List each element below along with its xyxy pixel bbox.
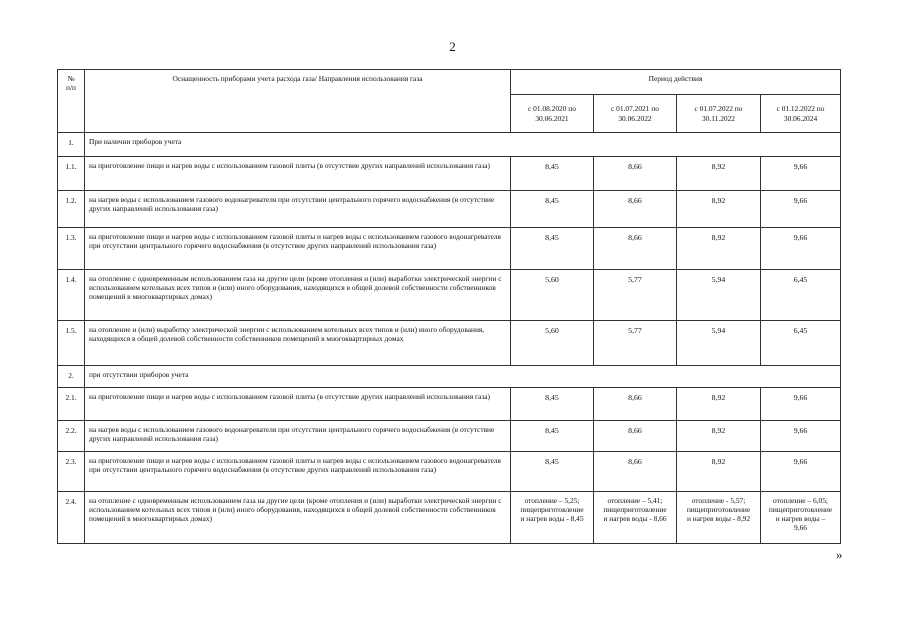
row-number: 1. xyxy=(58,133,85,157)
row-value-period-3: 8,92 xyxy=(677,157,761,191)
header-period-3: с 01.07.2022 по 30.11.2022 xyxy=(677,95,761,133)
table-row xyxy=(58,191,841,228)
row-value-period-2: 5,77 xyxy=(594,321,677,366)
row-value-period-2: 8,66 xyxy=(594,228,677,270)
header-description: Оснащенность приборами учета расхода газа/ Направления использования газа xyxy=(85,70,511,133)
row-value-period-3: 5,94 xyxy=(677,270,761,321)
row-value-period-1: 5,60 xyxy=(511,321,594,366)
row-value-period-4: 6,45 xyxy=(761,270,841,321)
table-row xyxy=(58,452,841,492)
gas-tariff-table xyxy=(57,69,841,544)
row-number: 1.2. xyxy=(58,191,85,228)
row-number: 1.5. xyxy=(58,321,85,366)
row-description: на отопление с одновременным использованием газа на другие цели (кроме отопления и (или) выработки электрической энергии с использованием котельных всех типов и (или) иного оборудования, находящихся в общей долевой собственности собственников помещений в многоквартирных домах) xyxy=(85,492,511,544)
row-value-period-2: 5,77 xyxy=(594,270,677,321)
header-period-2: с 01.07.2021 по 30.06.2022 xyxy=(594,95,677,133)
section-title: при отсутствии приборов учета xyxy=(85,366,841,388)
row-value-period-4: 9,66 xyxy=(761,157,841,191)
row-value-period-3: 8,92 xyxy=(677,388,761,421)
row-value-period-1: 5,60 xyxy=(511,270,594,321)
row-value-period-2: 8,66 xyxy=(594,452,677,492)
row-value-period-1: 8,45 xyxy=(511,157,594,191)
row-number: 1.3. xyxy=(58,228,85,270)
row-number: 1.1. xyxy=(58,157,85,191)
row-value-period-1: 8,45 xyxy=(511,191,594,228)
table-row xyxy=(58,492,841,544)
header-row-number: № п/п xyxy=(58,70,85,133)
row-note-period-2: отопление – 5,41; пищеприготовление и нагрев воды - 8,66 xyxy=(594,492,677,544)
row-value-period-2: 8,66 xyxy=(594,388,677,421)
row-value-period-3: 8,92 xyxy=(677,421,761,452)
row-value-period-3: 8,92 xyxy=(677,452,761,492)
header-period-4: с 01.12.2022 по 30.06.2024 xyxy=(761,95,841,133)
section-title: При наличии приборов учета xyxy=(85,133,841,157)
row-value-period-1: 8,45 xyxy=(511,421,594,452)
row-number: 2.1. xyxy=(58,388,85,421)
header-period: Период действия xyxy=(511,70,841,95)
row-note-period-3: отопление - 5,57; пищеприготовление и нагрев воды - 8,92 xyxy=(677,492,761,544)
row-value-period-1: 8,45 xyxy=(511,388,594,421)
row-value-period-4: 9,66 xyxy=(761,388,841,421)
row-description: на приготовление пищи и нагрев воды с использованием газовой плиты (в отсутствие других направлений использования газа) xyxy=(85,157,511,191)
table-row xyxy=(58,388,841,421)
row-value-period-2: 8,66 xyxy=(594,157,677,191)
row-description: на нагрев воды с использованием газового водонагревателя при отсутствии центрального горячего водоснабжения (в отсутствие других направлений использования газа) xyxy=(85,421,511,452)
row-value-period-4: 9,66 xyxy=(761,452,841,492)
table-row xyxy=(58,270,841,321)
row-value-period-3: 8,92 xyxy=(677,191,761,228)
row-value-period-3: 5,94 xyxy=(677,321,761,366)
row-description: на отопление и (или) выработку электрической энергии с использованием котельных всех типов и (или) иного оборудования, находящихся в общей долевой собственности собственников помещений в многоквартирных домах xyxy=(85,321,511,366)
row-value-period-3: 8,92 xyxy=(677,228,761,270)
row-value-period-4: 9,66 xyxy=(761,191,841,228)
row-description: на нагрев воды с использованием газового водонагревателя при отсутствии центрального горячего водоснабжения (в отсутствие других направлений использования газа) xyxy=(85,191,511,228)
row-note-period-1: отопление – 5,25; пищеприготовление и нагрев воды - 8,45 xyxy=(511,492,594,544)
row-number: 2. xyxy=(58,366,85,388)
row-number: 2.2. xyxy=(58,421,85,452)
row-value-period-4: 9,66 xyxy=(761,228,841,270)
row-value-period-4: 9,66 xyxy=(761,421,841,452)
row-value-period-1: 8,45 xyxy=(511,228,594,270)
row-description: на отопление с одновременным использованием газа на другие цели (кроме отопления и (или) выработки электрической энергии с использованием котельных всех типов и (или) иного оборудования, находящихся в общей долевой собственности собственников помещений в многоквартирных домах) xyxy=(85,270,511,321)
row-description: на приготовление пищи и нагрев воды с использованием газовой плиты (в отсутствие других направлений использования газа) xyxy=(85,388,511,421)
header-period-1: с 01.08.2020 по 30.06.2021 xyxy=(511,95,594,133)
row-number: 2.3. xyxy=(58,452,85,492)
row-value-period-2: 8,66 xyxy=(594,421,677,452)
table-row xyxy=(58,421,841,452)
table-row xyxy=(58,228,841,270)
table-row xyxy=(58,321,841,366)
table-row xyxy=(58,157,841,191)
row-note-period-4: отопление – 6,05; пищеприготовление и нагрев воды – 9,66 xyxy=(761,492,841,544)
row-description: на приготовление пищи и нагрев воды с использованием газовой плиты и нагрев воды с использованием газового водонагревателя при отсутствии центрального горячего водоснабжения (в отсутствие других направлений использования газа) xyxy=(85,228,511,270)
table-row-section xyxy=(58,133,841,157)
row-number: 1.4. xyxy=(58,270,85,321)
row-number: 2.4. xyxy=(58,492,85,544)
closing-quote-mark: » xyxy=(836,547,843,562)
row-description: на приготовление пищи и нагрев воды с использованием газовой плиты и нагрев воды с использованием газового водонагревателя при отсутствии центрального горячего водоснабжения (в отсутствие других направлений использования газа) xyxy=(85,452,511,492)
row-value-period-1: 8,45 xyxy=(511,452,594,492)
row-value-period-2: 8,66 xyxy=(594,191,677,228)
table-row-section xyxy=(58,366,841,388)
row-value-period-4: 6,45 xyxy=(761,321,841,366)
page-number: 2 xyxy=(449,39,456,54)
